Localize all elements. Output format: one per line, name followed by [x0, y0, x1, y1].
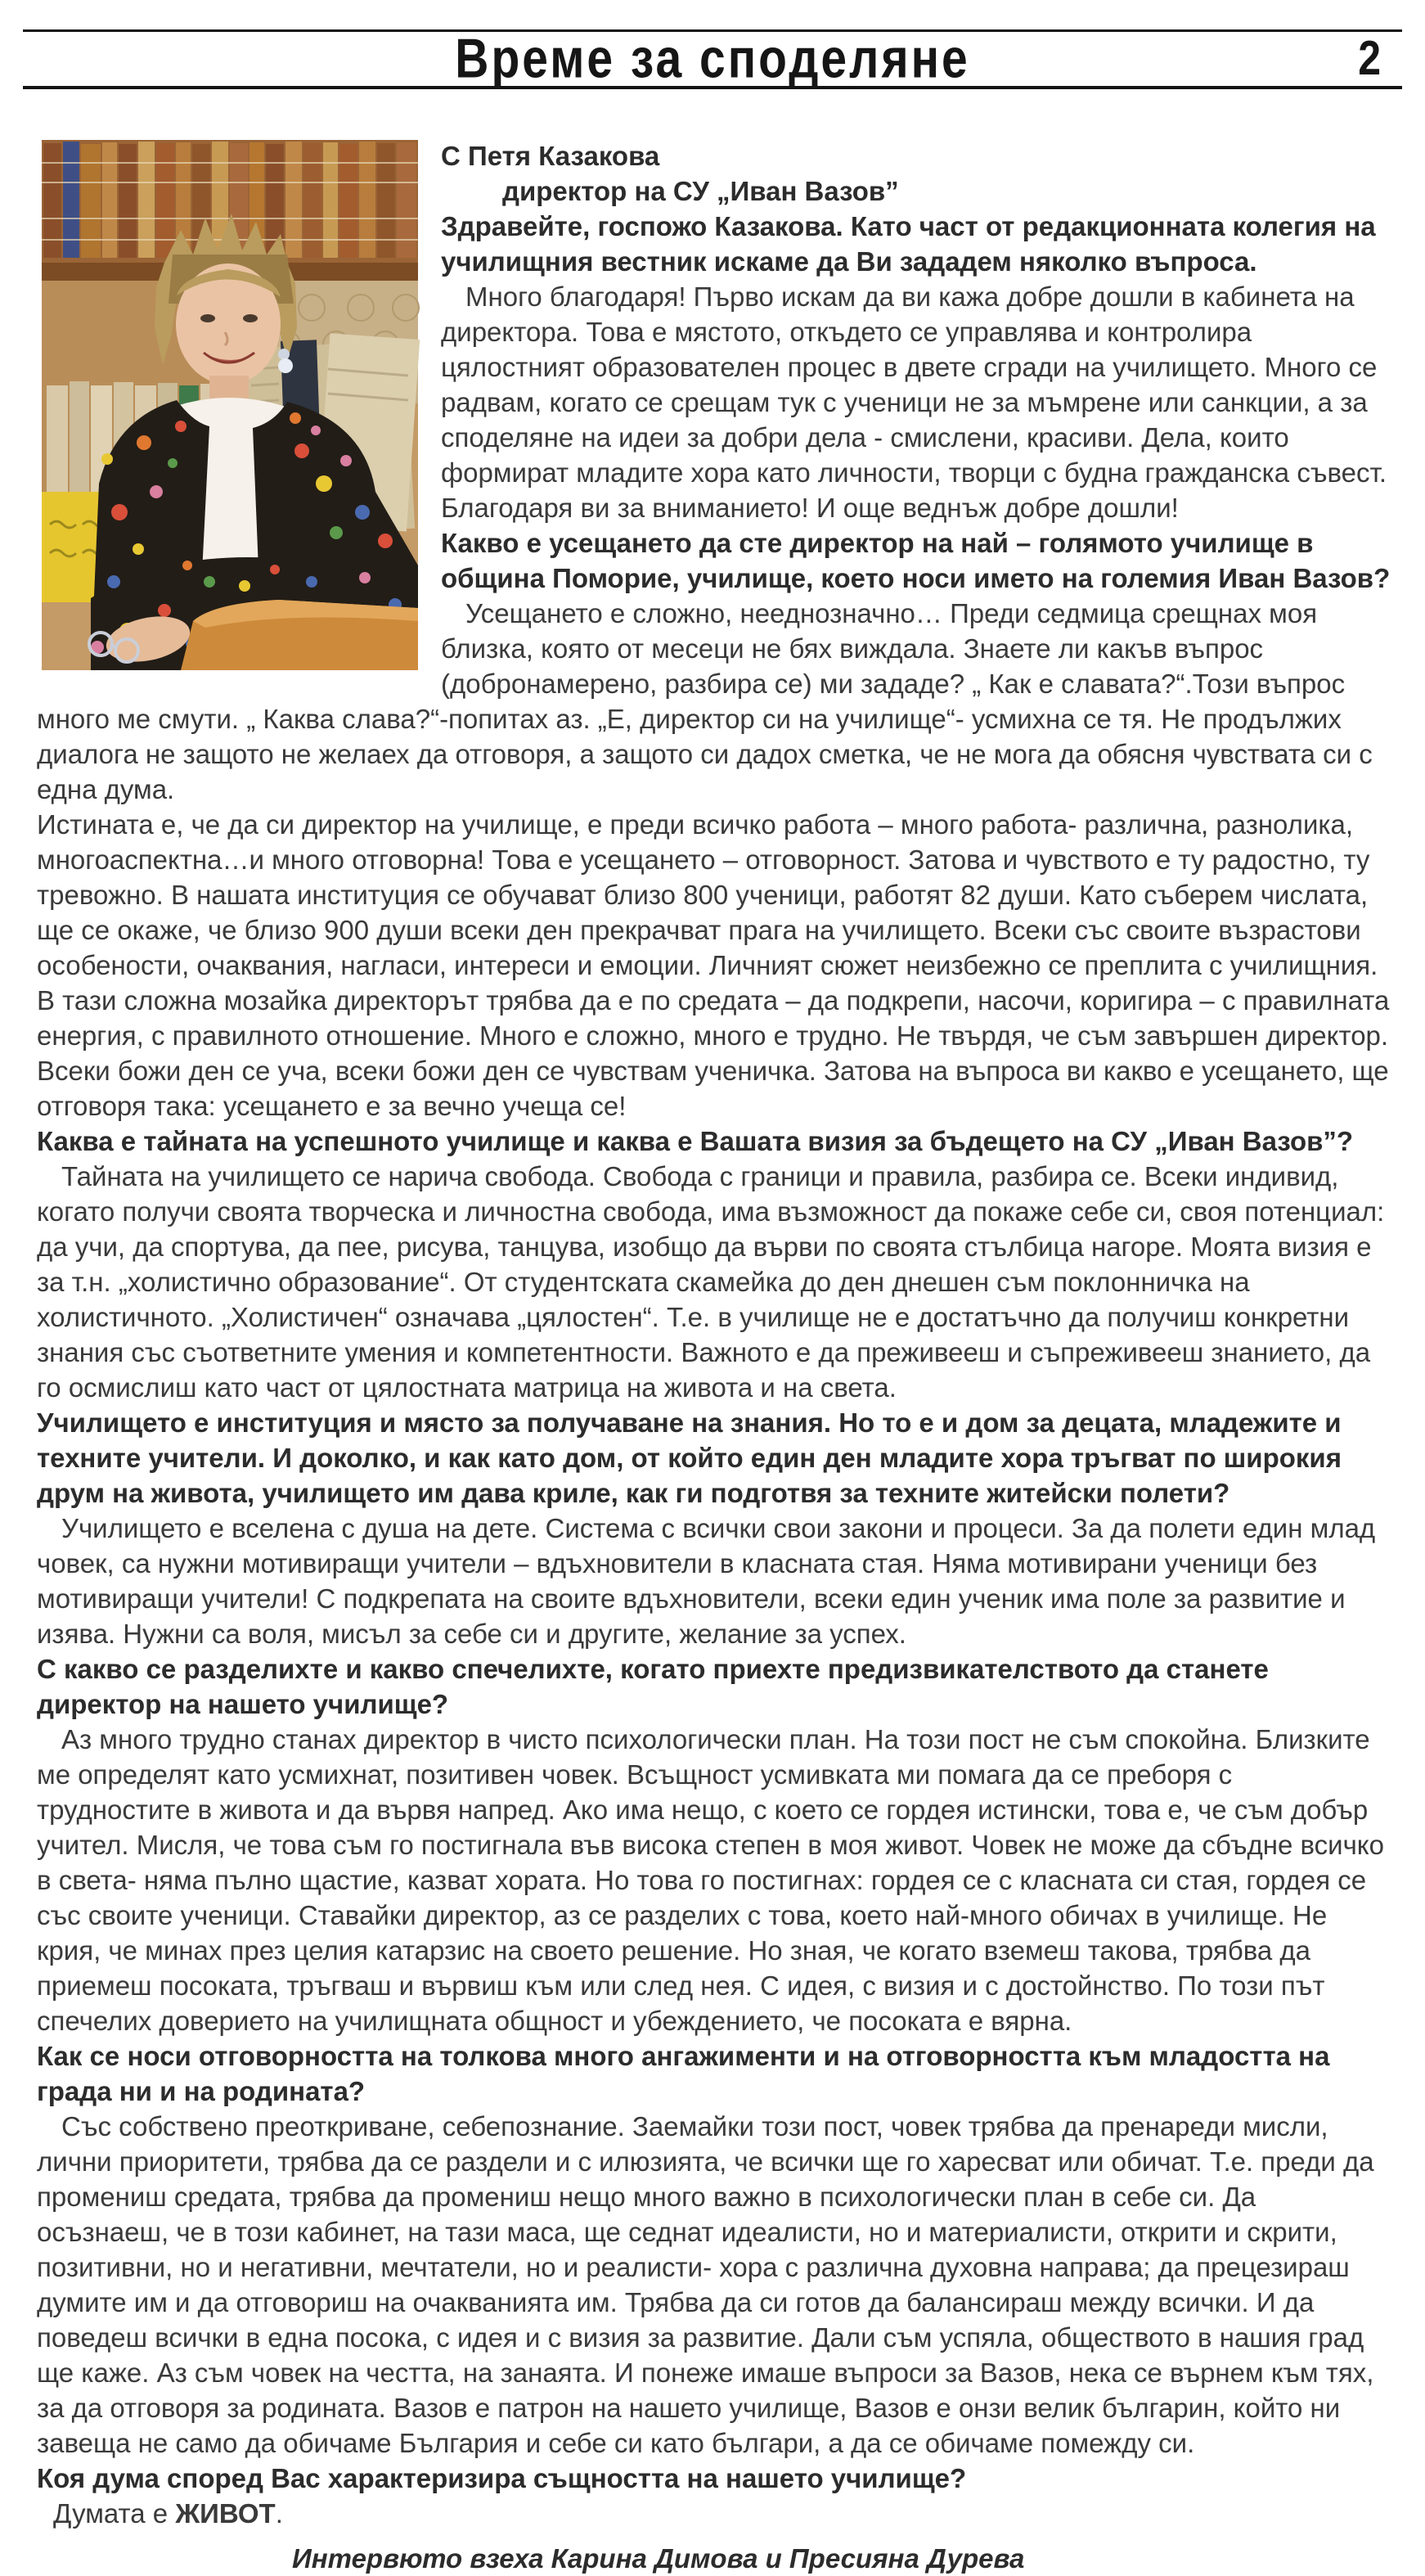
- masthead: [23, 29, 1402, 89]
- interview-answer: [37, 2496, 1392, 2531]
- interviewee-role: директор на СУ „Иван Вазов”: [502, 176, 899, 206]
- interview-answer: Истината е, че да си директор на училище, е преди всичко работа – много работа- различна, разнолика, многоаспектна…и много отговорна! Това е усещането – отговорност. Затова и чувството е ту радостно, ту тревожно. В нашата институция се обучават близо 800 ученици, работят 82 души. Като съберем числата, ще се окаже, че близо 900 души всеки ден прекрачват прага на училището. Всеки със своите възрастови особености, очаквания, нагласи, интереси и емоции. Личният сюжет неизбежно се преплита с училищния. В тази сложна мозайка директорът трябва да е по средата – да подкрепи, насочи, коригира – с правилната енергия, с правилното отношение. Много е сложно, много е трудно. Не твърдя, че съм завършен директор. Всеки божи ден се уча, всеки божи ден се чувствам ученичка. Затова на въпроса ви какво е усещането, ще отговоря така: усещането е за вечно учеща се!: [37, 809, 1390, 1121]
- article-body: [37, 138, 1392, 2531]
- interview-question: Коя дума според Вас характеризира същността на нашето училище?: [37, 2463, 967, 2493]
- page-title: Време за споделяне: [455, 28, 970, 90]
- interview-answer: Тайната на училището се нарича свобода. Свобода с граници и правила, разбира се. Всеки индивид, когато получи своята творческа и личностна свобода, има възможност да покаже себе си, своя потенциал: да учи, да спортува, да пее, рисува, танцува, изобщо да върви по своята стълбица нагоре. Моята визия е за т.н. „холистично образование“. От студентската скамейка до ден днешен съм поклонничка на холистичното. „Холистичен“ означава „цялостен“. Т.е. в училище не е достатъчно да получиш конкретни знания със съответните умения и компетентности. Важното е да преживееш и съпреживееш знанието, да го осмислиш като част от цялостната матрица на живота и на света.: [37, 1161, 1385, 1403]
- interviewee-name: С Петя Казакова: [441, 141, 660, 171]
- interview-question: Училището е институция и място за получаване на знания. Но то е и дом за децата, младежите и техните учители. И доколко, и как като дом, от който един ден младите хора тръгват по широкия друм на живота, училището им дава криле, как ги подготвя за техните житейски полети?: [37, 1407, 1342, 1508]
- interview-answer: Със собствено преоткриване, себепознание. Заемайки този пост, човек трябва да пренареди мисли, лични приоритети, трябва да се раздели и с илюзията, че всички ще го харесват или обичат. Т.е. преди да промениш средата, трябва да промениш нещо много важно в психологически план в себе си. Да осъзнаеш, че в този кабинет, на тази маса, ще седнат идеалисти, но и материалисти, открити и скрити, позитивни, но и негативни, мечтатели, но и реалисти- хора с различна духовна направа; да прецезираш думите им и да отговориш на очакванията им. Трябва да си готов да балансираш между всички. И да поведеш всички в една посока, с идея и с визия за развитие. Дали съм успяла, обществото в нашия град ще каже. Аз съм човек на честта, на занаята. И понеже имаше въпроси за Вазов, нека се върнем към тях, за да отговоря за родината. Вазов е патрон на нашето училище, Вазов е онзи велик българин, който ни завеща не само да обичаме България и себе си като българи, а да се обичаме помежду си.: [37, 2111, 1374, 2458]
- text-fragment: Думата е: [53, 2498, 176, 2529]
- interview-question: С какво се разделихте и какво спечелихте, когато приехте предизвикателството да станете директор на нашето училище?: [37, 1654, 1269, 1719]
- emphasized-word: ЖИВОТ: [175, 2498, 276, 2529]
- portrait-photo: [42, 140, 418, 670]
- interview-question: Какво е усещането да сте директор на най – голямото училище в община Поморие, училище, което носи името на големия Иван Вазов?: [441, 528, 1391, 593]
- portrait-photo-illustration: [42, 140, 418, 670]
- newspaper-page: [0, 28, 1425, 2574]
- interview-answer: Училището е вселена с душа на дете. Система с всички свои закони и процеси. За да полети един млад човек, са нужни мотивиращи учители – вдъхновители в класната стая. Няма мотивирани ученици без мотивиращи учители! С подкрепата на своите вдъхновители, всеки един ученик има поле за развитие и изява. Нужни са воля, мисъл за себе си и другите, желание за успех.: [37, 1513, 1376, 1649]
- interview-question: Как се носи отговорността на толкова много ангажименти и на отговорността към младостта на града ни и на родината?: [37, 2041, 1330, 2106]
- byline: Интервюто взеха Карина Димова и Пресияна Дурева: [292, 2543, 1025, 2574]
- interview-answer: Аз много трудно станах директор в чисто психологически план. На този пост не съм спокойна. Близките ме определят като усмихнат, позитивен човек. Всъщност усмивката ми помага да се преборя с трудностите в живота и да вървя напред. Ако има нещо, с което се гордея истински, това е, че съм добър учител. Мисля, че това съм го постигнала във висока степен в моя живот. Човек не може да сбъдне всичко в света- няма пълно щастие, казват хората. Но това го постигнах: гордея се с класната си стая, гордея се със своите ученици. Ставайки директор, аз се разделих с това, което най-много обичах в училище. Не крия, че минах през целия катарзис на своето решение. Но зная, че когато вземеш такова, трябва да приемеш посоката, тръгваш и вървиш към или след нея. С идея, с визия и с достойнство. По този път спечелих доверието на училищната общност и убеждението, че посоката е вярна.: [37, 1724, 1384, 2036]
- page-number: 2: [1358, 30, 1381, 85]
- interview-question: Здравейте, госпожо Казакова. Като част от редакционната колегия на училищния вестник искаме да Ви зададем няколко въпроса.: [441, 211, 1376, 277]
- interview-answer: Усещането е сложно, нееднозначно… Преди седмица срещнах моя близка, която от месеци не бях виждала. Знаете ли какъв въпрос (добронамерено, разбира се) ми зададе? „ Как е славата?“.Този въпрос много ме смути. „ Каква слава?“-попитах аз. „Е, директор си на училище“- усмихна се тя. Не продължих диалога не защото не желаех да отговоря, а защото си дадох сметка, че не мога да обясня чувствата си с една дума.: [37, 598, 1373, 804]
- text-fragment: .: [275, 2498, 283, 2529]
- interview-article: [37, 138, 1392, 2576]
- interview-answer: Много благодаря! Първо искам да ви кажа добре дошли в кабинета на директора. Това е мястото, откъдето се управлява и контролира цялостният образователен процес в двете сгради на училището. Много се радвам, когато се срещам тук с ученици не за мъмрене или санкции, а за споделяне на идеи за добри дела - смислени, красиви. Дела, които формират младите хора като личности, творци с будна гражданска съвест. Благодаря ви за вниманието! И още веднъж добре дошли!: [441, 281, 1387, 523]
- interview-question: Каква е тайната на успешното училище и каква е Вашата визия за бъдещето на СУ „Иван Вазов”?: [37, 1126, 1354, 1156]
